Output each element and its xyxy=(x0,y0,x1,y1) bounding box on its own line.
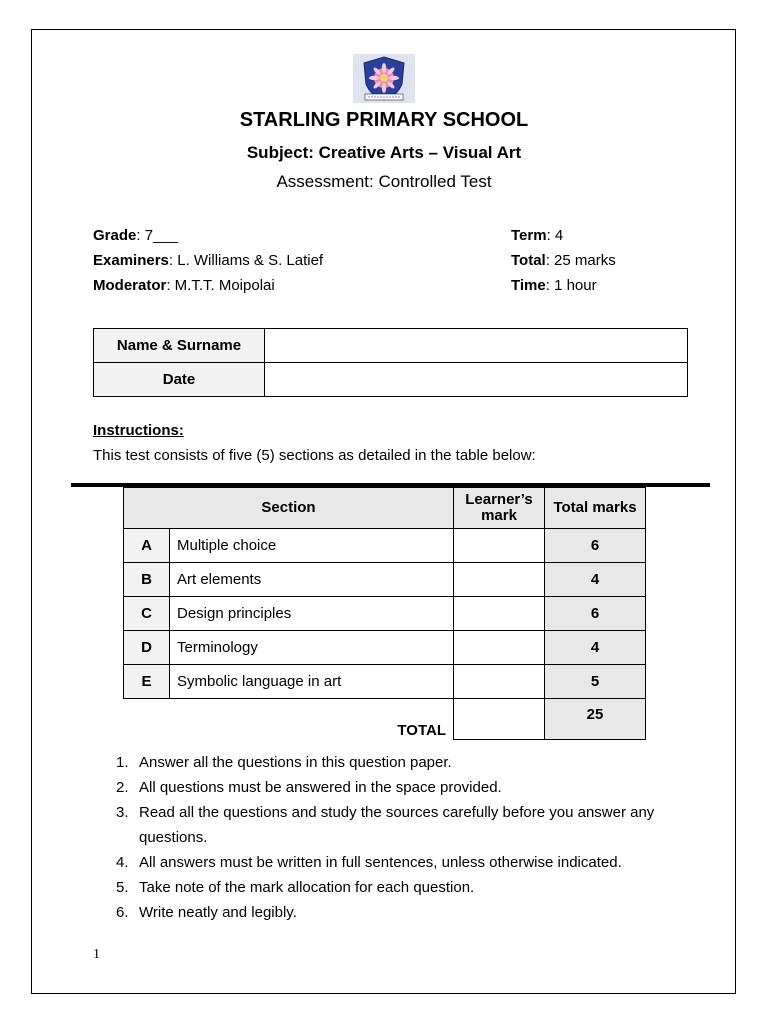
name-surname-label: Name & Surname xyxy=(94,329,265,363)
total-marks-header: Total marks xyxy=(545,488,646,529)
total-marks-cell: 5 xyxy=(545,665,646,699)
name-surname-field[interactable] xyxy=(265,329,688,363)
instructions-heading: Instructions: xyxy=(93,422,184,439)
table-row xyxy=(124,563,646,597)
assessment-title: Assessment: Controlled Test xyxy=(276,172,492,191)
table-row xyxy=(124,665,646,699)
school-name: STARLING PRIMARY SCHOOL xyxy=(239,109,529,131)
list-text: Read all the questions and study the sources carefully before you answer any questions. xyxy=(139,804,655,846)
time-value: : 1 hour xyxy=(545,277,597,294)
table-row xyxy=(124,631,646,665)
term-value: : 4 xyxy=(546,227,564,244)
grade-line xyxy=(93,227,178,244)
section-letter: E xyxy=(124,665,170,699)
learner-mark-header: Learner’s mark xyxy=(454,488,545,529)
name-row xyxy=(94,329,688,363)
learner-mark-cell[interactable] xyxy=(454,529,545,563)
list-item xyxy=(116,750,699,775)
list-number: 2. xyxy=(116,779,129,796)
total-learner-mark-cell[interactable] xyxy=(454,699,545,740)
learner-details-table xyxy=(93,328,688,397)
section-letter: D xyxy=(124,631,170,665)
total-label: Total xyxy=(511,252,546,269)
section-letter: A xyxy=(124,529,170,563)
total-value: : 25 marks xyxy=(545,252,616,269)
total-line xyxy=(511,252,616,269)
list-text: All questions must be answered in the space provided. xyxy=(139,779,502,796)
list-text: Write neatly and legibly. xyxy=(139,904,297,921)
time-label: Time xyxy=(511,277,546,294)
learner-mark-cell[interactable] xyxy=(454,597,545,631)
page-number: 1 xyxy=(93,947,100,962)
school-crest-icon xyxy=(353,54,415,103)
learner-mark-cell[interactable] xyxy=(454,563,545,597)
section-name: Multiple choice xyxy=(170,529,454,563)
examiners-label: Examiners xyxy=(93,252,169,269)
list-number: 6. xyxy=(116,904,129,921)
section-letter: C xyxy=(124,597,170,631)
list-item xyxy=(116,775,699,800)
sections-table xyxy=(123,487,646,740)
moderator-label: Moderator xyxy=(93,277,167,294)
list-number: 5. xyxy=(116,879,129,896)
instruction-list xyxy=(116,750,699,925)
term-label: Term xyxy=(511,227,547,244)
list-text: Take note of the mark allocation for each question. xyxy=(139,879,475,896)
section-name: Design principles xyxy=(170,597,454,631)
grade-value: : 7___ xyxy=(136,227,179,244)
total-row xyxy=(124,699,646,740)
total-marks-cell: 4 xyxy=(545,631,646,665)
date-row xyxy=(94,363,688,397)
list-item xyxy=(116,875,699,900)
total-marks-cell: 4 xyxy=(545,563,646,597)
date-label: Date xyxy=(94,363,265,397)
total-label: TOTAL xyxy=(397,721,446,739)
term-line xyxy=(511,227,563,244)
section-name: Art elements xyxy=(170,563,454,597)
instructions-intro: This test consists of five (5) sections as detailed in the table below: xyxy=(93,447,536,464)
list-number: 4. xyxy=(116,854,129,871)
learner-mark-cell[interactable] xyxy=(454,631,545,665)
table-row xyxy=(124,597,646,631)
list-item xyxy=(116,800,699,850)
list-number: 1. xyxy=(116,754,129,771)
moderator-value: : M.T.T. Moipolai xyxy=(166,277,275,294)
sections-header-row xyxy=(124,488,646,529)
learner-mark-cell[interactable] xyxy=(454,665,545,699)
date-field[interactable] xyxy=(265,363,688,397)
list-text: Answer all the questions in this question paper. xyxy=(139,754,452,771)
grade-label: Grade xyxy=(93,227,137,244)
section-header: Section xyxy=(124,488,454,529)
examiners-line xyxy=(93,252,323,269)
list-item xyxy=(116,900,699,925)
total-marks-cell: 6 xyxy=(545,529,646,563)
examiners-value: : L. Williams & S. Latief xyxy=(168,252,324,269)
section-name: Symbolic language in art xyxy=(170,665,454,699)
list-item xyxy=(116,850,699,875)
section-name: Terminology xyxy=(170,631,454,665)
time-line xyxy=(511,277,597,294)
moderator-line xyxy=(93,277,275,294)
section-letter: B xyxy=(124,563,170,597)
subject-title: Subject: Creative Arts – Visual Art xyxy=(246,143,522,162)
grand-total-cell: 25 xyxy=(545,699,646,740)
total-marks-cell: 6 xyxy=(545,597,646,631)
list-text: All answers must be written in full sentences, unless otherwise indicated. xyxy=(139,854,622,871)
table-row xyxy=(124,529,646,563)
list-number: 3. xyxy=(116,804,129,821)
spacer-cell xyxy=(124,699,170,740)
